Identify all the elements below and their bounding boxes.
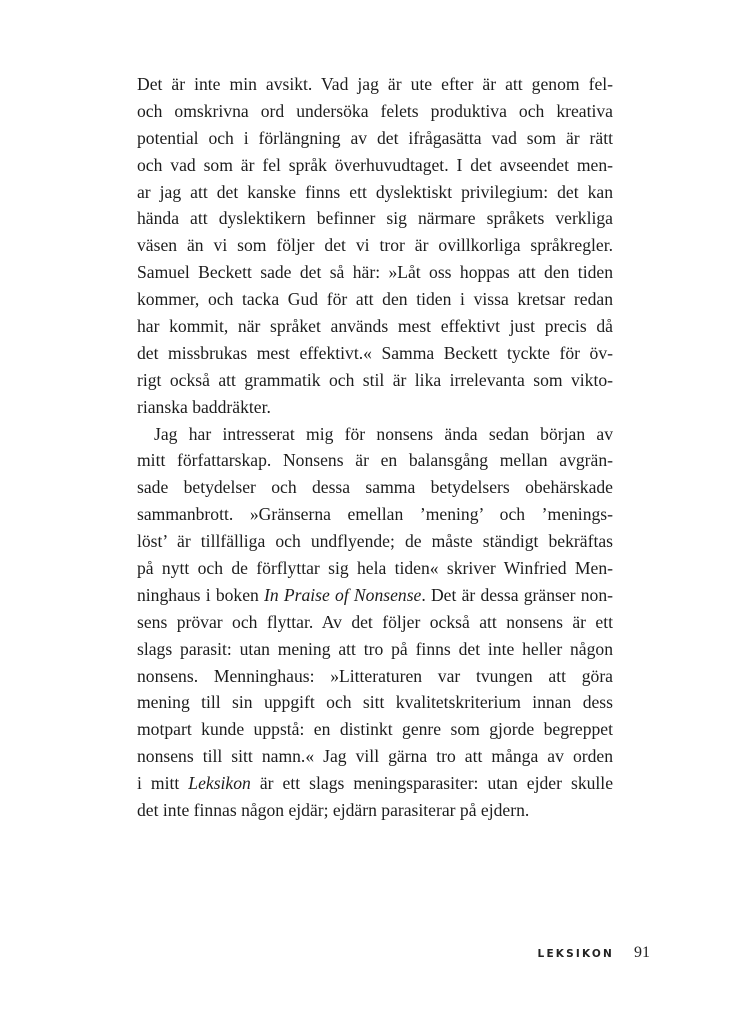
text-line: sammanbrott. »Gränserna emellan ’mening’ och ’menings- bbox=[137, 504, 613, 525]
text-line: och omskrivna ord undersöka felets produktiva och kreativa bbox=[137, 100, 613, 121]
text-line: och vad som är fel språk överhuvudtaget. I det avseendet men- bbox=[137, 154, 613, 175]
text-line: motpart kunde uppstå: en distinkt genre som gjorde begreppet bbox=[137, 719, 613, 740]
paragraph-2 bbox=[137, 421, 613, 824]
text-line: Det är inte min avsikt. Vad jag är ute efter är att genom fel- bbox=[137, 74, 613, 94]
text-segment: . Det är dessa gränser non- bbox=[421, 584, 613, 605]
text-line: nonsens. Menninghaus: »Litteraturen var tvungen att göra bbox=[137, 665, 613, 686]
text-line: rianska baddräkter. bbox=[137, 396, 271, 417]
text-line: mening till sin uppgift och sitt kvalitetskriterium innan dess bbox=[137, 692, 613, 713]
text-line: på nytt och de förflyttar sig hela tiden« skriver Winfried Men- bbox=[137, 558, 613, 579]
body-text bbox=[137, 71, 613, 824]
text-line: det missbrukas mest effektivt.« Samma Beckett tyckte för öv- bbox=[137, 342, 613, 363]
running-head: LEKSIKON bbox=[537, 948, 614, 960]
page-footer bbox=[538, 944, 650, 962]
page-number: 91 bbox=[634, 944, 650, 961]
text-line: väsen än vi som följer det vi tror är ovillkorliga språkregler. bbox=[137, 235, 613, 256]
text-line bbox=[137, 582, 613, 609]
text-segment: är ett slags meningsparasiter: utan ejder skulle bbox=[250, 773, 613, 794]
book-title: Leksikon bbox=[188, 773, 251, 794]
text-line: slags parasit: utan mening att tro på finns det inte heller någon bbox=[137, 638, 613, 659]
text-line: sens prövar och flyttar. Av det följer också att nonsens är ett bbox=[137, 611, 613, 632]
text-line: nonsens till sitt namn.« Jag vill gärna tro att många av orden bbox=[137, 746, 613, 767]
text-line: det inte finnas någon ejdär; ejdärn parasiterar på ejdern. bbox=[137, 800, 530, 821]
text-line: Samuel Beckett sade det så här: »Låt oss hoppas att den tiden bbox=[137, 262, 613, 283]
text-segment: i mitt bbox=[137, 773, 189, 794]
text-line: Jag har intresserat mig för nonsens ända sedan början av bbox=[154, 423, 613, 444]
text-line: rigt också att grammatik och stil är lika irrelevanta som vikto- bbox=[137, 369, 613, 390]
text-line: ar jag att det kanske finns ett dyslektiskt privilegium: det kan bbox=[137, 181, 613, 202]
text-line: kommer, och tacka Gud för att den tiden i vissa kretsar redan bbox=[137, 289, 613, 310]
paragraph-1 bbox=[137, 71, 613, 421]
text-segment: ninghaus i boken bbox=[137, 584, 265, 605]
text-line: har kommit, när språket används mest effektivt just precis då bbox=[137, 316, 613, 337]
text-line: hända att dyslektikern befinner sig närmare språkets verkliga bbox=[137, 208, 613, 229]
text-line bbox=[137, 770, 613, 797]
text-line: löst’ är tillfälliga och undflyende; de måste ständigt bekräftas bbox=[137, 531, 613, 552]
book-title: In Praise of Nonsense bbox=[264, 584, 422, 605]
text-line: potential och i förlängning av det ifrågasätta vad som är rätt bbox=[137, 127, 613, 148]
text-line: mitt författarskap. Nonsens är en balansgång mellan avgrän- bbox=[137, 450, 613, 471]
text-line: sade betydelser och dessa samma betydelsers obehärskade bbox=[137, 477, 613, 498]
